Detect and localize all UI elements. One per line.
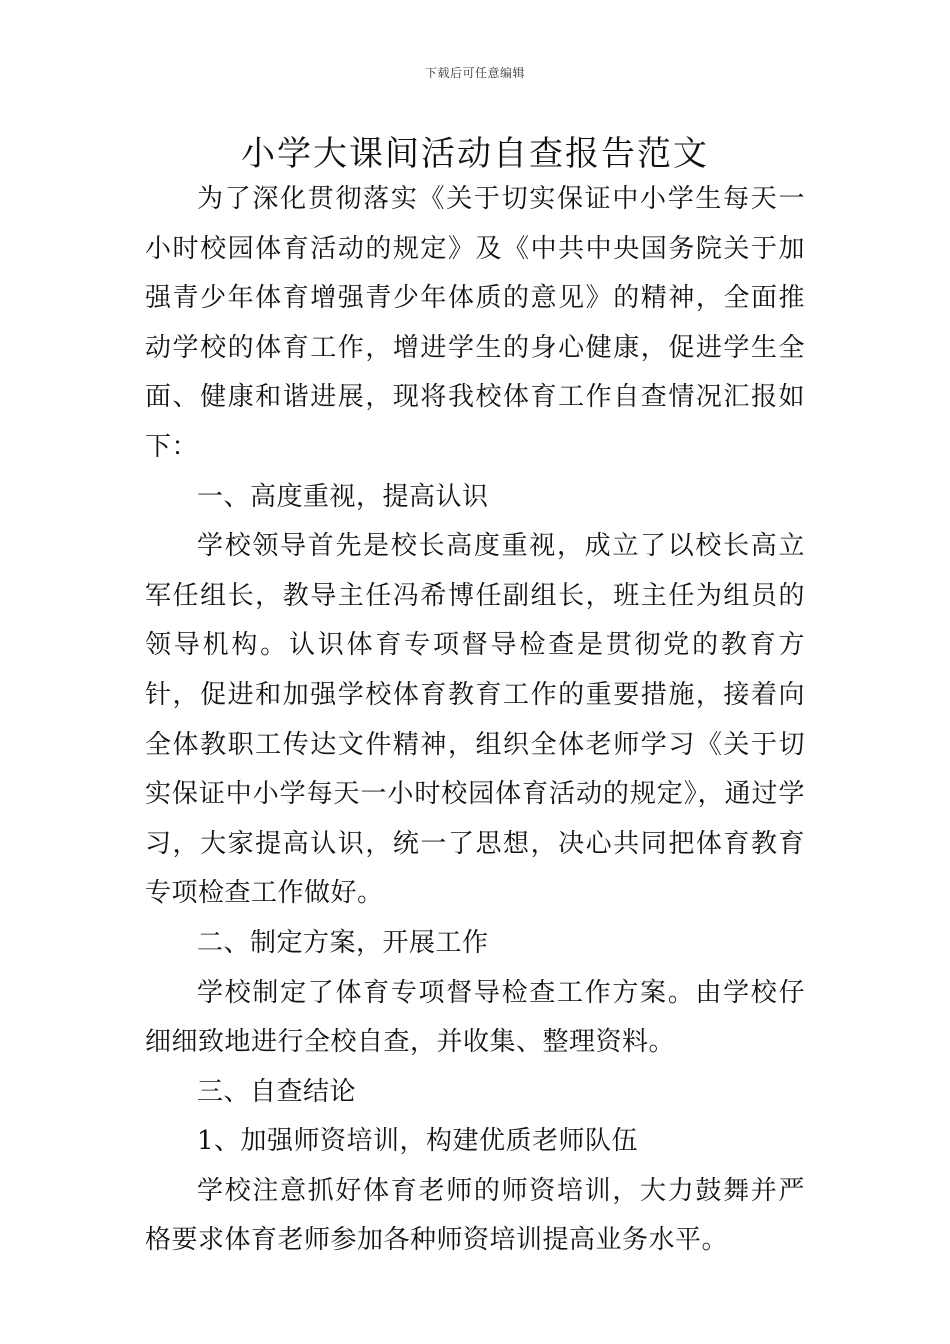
intro-paragraph: 为了深化贯彻落实《关于切实保证中小学生每天一小时校园体育活动的规定》及《中共中央国务院关于加强青少年体育增强青少年体质的意见》的精神，全面推动学校的体育工作，增进学生的身心健康，促进学生全面、健康和谐进展，现将我校体育工作自查情况汇报如下： xyxy=(145,184,805,462)
section-1-paragraph: 学校领导首先是校长高度重视，成立了以校长高立军任组长，教导主任冯希博任副组长，班主任为组员的领导机构。认识体育专项督导检查是贯彻党的教育方针，促进和加强学校体育教育工作的重要措施，接着向全体教职工传达文件精神，组织全体老师学习《关于切实保证中小学每天一小时校园体育活动的规定》，通过学习，大家提高认识，统一了思想，决心共同把体育教育专项检查工作做好。 xyxy=(145,531,805,909)
section-heading-3: 三、自查结论 xyxy=(197,1076,357,1107)
subsection-1-paragraph: 学校注意抓好体育老师的师资培训，大力鼓舞并严格要求体育老师参加各种师资培训提高业务水平。 xyxy=(145,1175,805,1256)
document-title: 小学大课间活动自查报告范文 xyxy=(241,134,709,174)
document-body xyxy=(145,175,805,1266)
section-heading-2: 二、制定方案，开展工作 xyxy=(197,927,489,958)
subsection-heading-1: 1、加强师资培训，构建优质老师队伍 xyxy=(197,1126,639,1157)
header-note: 下载后可任意编辑 xyxy=(424,66,525,80)
section-2-paragraph: 学校制定了体育专项督导检查工作方案。由学校仔细细致地进行全校自查，并收集、整理资料。 xyxy=(145,977,805,1058)
section-heading-1: 一、高度重视，提高认识 xyxy=(197,481,489,512)
